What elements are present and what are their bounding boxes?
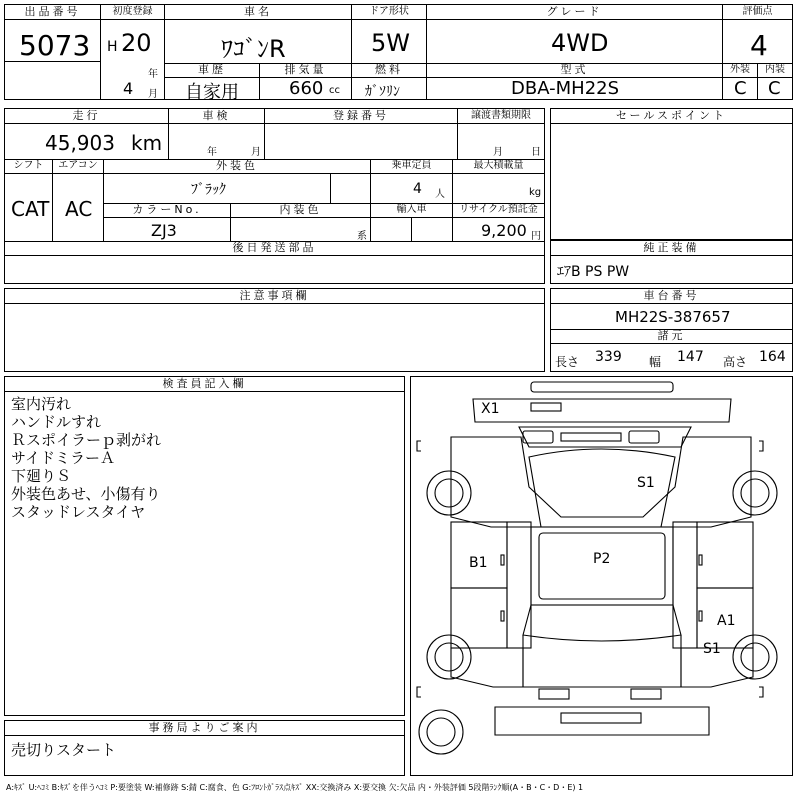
- length: 339: [595, 349, 622, 365]
- score-label: 評価点: [723, 5, 792, 20]
- equipment-box: [550, 240, 793, 284]
- equipment-label: 純正装備: [551, 241, 792, 256]
- later-parts-label: 後日発送部品: [5, 241, 544, 256]
- year-unit: 年: [148, 69, 158, 80]
- shift-label: シフト: [5, 159, 53, 174]
- chassis-number: MH22S-387657: [615, 308, 731, 326]
- damage-marks: [469, 401, 735, 657]
- transfer-day-unit: 日: [531, 147, 541, 158]
- ac-label: エアコン: [53, 159, 104, 174]
- fuel: ｶﾞｿﾘﾝ: [365, 84, 400, 100]
- car-name-label: 車名: [165, 5, 352, 20]
- notes-label: 注意事項欄: [5, 289, 544, 304]
- grade: 4WD: [551, 29, 609, 57]
- inspection-month-unit: 月: [251, 147, 261, 158]
- inspector-note: ハンドルすれ: [11, 413, 102, 431]
- sales-point-label: セールスポイント: [551, 109, 792, 124]
- registration-month: 4: [123, 79, 134, 98]
- length-label: 長さ: [555, 355, 580, 369]
- chassis-box: [550, 288, 793, 372]
- capacity-label: 乗車定員: [371, 159, 453, 174]
- car-name: ﾜｺﾞﾝR: [221, 35, 286, 63]
- history-label: 車歴: [165, 63, 260, 78]
- car-diagram: [411, 377, 792, 775]
- recycle-deposit: 9,200: [481, 221, 527, 240]
- displacement: 660: [289, 78, 324, 99]
- displacement-label: 排気量: [260, 63, 352, 78]
- ac: AC: [65, 197, 93, 221]
- max-load-label: 最大積載量: [453, 159, 544, 174]
- car-diagram-box: [410, 376, 793, 776]
- height-label: 高さ: [723, 355, 748, 369]
- recycle-unit: 円: [531, 231, 541, 242]
- mileage: 45,903: [45, 131, 115, 155]
- interior-color-unit: 系: [357, 231, 367, 242]
- sales-point-box: [550, 108, 793, 240]
- history: 自家用: [185, 82, 239, 103]
- recycle-deposit-label: リサイクル預託金: [453, 203, 544, 218]
- exterior-color: ﾌﾞﾗｯｸ: [191, 182, 226, 198]
- interior-color-label: 内装色: [231, 203, 371, 218]
- door-type: 5W: [371, 29, 410, 57]
- mileage-label: 走行: [5, 109, 169, 124]
- mark-b1: B1: [469, 555, 488, 571]
- height: 164: [759, 349, 786, 365]
- mark-x1: X1: [481, 401, 500, 417]
- lot-number: 5073: [19, 29, 91, 62]
- office-box: [4, 720, 405, 776]
- inspection-label: 車検: [169, 109, 265, 124]
- office-note: 売切りスタート: [11, 741, 117, 759]
- door-type-label: ドア形状: [352, 5, 427, 20]
- lot-number-label: 出品番号: [5, 5, 100, 20]
- shift: CAT: [11, 197, 50, 221]
- transfer-deadline-label: 譲渡書類期限: [458, 109, 544, 124]
- inspection-year-unit: 年: [207, 147, 217, 158]
- mileage-unit: km: [131, 131, 163, 155]
- import-label: 輸入車: [371, 203, 453, 218]
- color-no: ZJ3: [151, 221, 177, 240]
- width: 147: [677, 349, 704, 365]
- inspector-notes: [11, 395, 161, 521]
- equipment: ｴｱB PS PW: [557, 264, 630, 280]
- grade-label: グレード: [427, 5, 722, 20]
- exterior-grade-label: 外装: [723, 63, 758, 78]
- inspector-label: 検査員記入欄: [5, 377, 404, 392]
- office-label: 事務局よりご案内: [5, 721, 404, 736]
- transfer-month-unit: 月: [493, 147, 503, 158]
- score: 4: [750, 29, 768, 62]
- inspector-note: サイドミラーＡ: [11, 449, 115, 467]
- vehicle-info-grid: [100, 4, 723, 103]
- month-unit: 月: [148, 89, 158, 100]
- exterior-color-label: 外装色: [104, 159, 371, 174]
- inspector-note: スタッドレスタイヤ: [11, 503, 146, 521]
- plate-label: 登録番号: [265, 109, 458, 124]
- load-unit: kg: [529, 187, 542, 198]
- exterior-grade: C: [734, 78, 747, 99]
- mark-s1-bottom: S1: [703, 641, 721, 657]
- model: DBA-MH22S: [511, 78, 620, 99]
- dims-label: 諸元: [551, 329, 792, 344]
- inspector-note: 室内汚れ: [11, 395, 72, 413]
- specs-grid: [4, 108, 545, 284]
- lot-number-box: [4, 4, 101, 100]
- capacity: 4: [413, 181, 422, 197]
- mark-s1-top: S1: [637, 475, 655, 491]
- first-registration-label: 初度登録: [101, 5, 165, 20]
- width-label: 幅: [649, 355, 662, 369]
- inspector-note: 下廻りＳ: [11, 467, 72, 485]
- inspector-note: 外装色あせ、小傷有り: [11, 485, 161, 503]
- inspector-box: [4, 376, 405, 716]
- notes-box: [4, 288, 545, 372]
- interior-grade: C: [768, 78, 781, 99]
- inspector-note: Ｒスポイラーｐ剥がれ: [11, 431, 162, 449]
- mark-p2: P2: [593, 551, 611, 567]
- mark-a1: A1: [717, 613, 736, 629]
- displacement-unit: cc: [329, 85, 340, 96]
- fuel-label: 燃料: [352, 63, 427, 78]
- color-no-label: カラーNo.: [104, 203, 231, 218]
- legend: A:ｷｽﾞ U:ﾍｺﾐ B:ｷｽﾞを伴うﾍｺﾐ P:要塗装 W:補修跡 S:錆 C:腐食、色 G:ﾌﾛﾝﾄｶﾞﾗｽ点ｷｽﾞ XX:交換済み X:要交換 欠:欠品 内・外装評価 5段階ﾗﾝｸ順(A・B・C・D・E) 1: [6, 783, 584, 792]
- registration-year: 20: [121, 29, 152, 57]
- score-box: [722, 4, 793, 100]
- model-label: 型式: [427, 63, 722, 78]
- chassis-label: 車台番号: [551, 289, 792, 304]
- capacity-unit: 人: [435, 189, 445, 200]
- interior-grade-label: 内装: [758, 63, 792, 78]
- era: H: [107, 39, 118, 55]
